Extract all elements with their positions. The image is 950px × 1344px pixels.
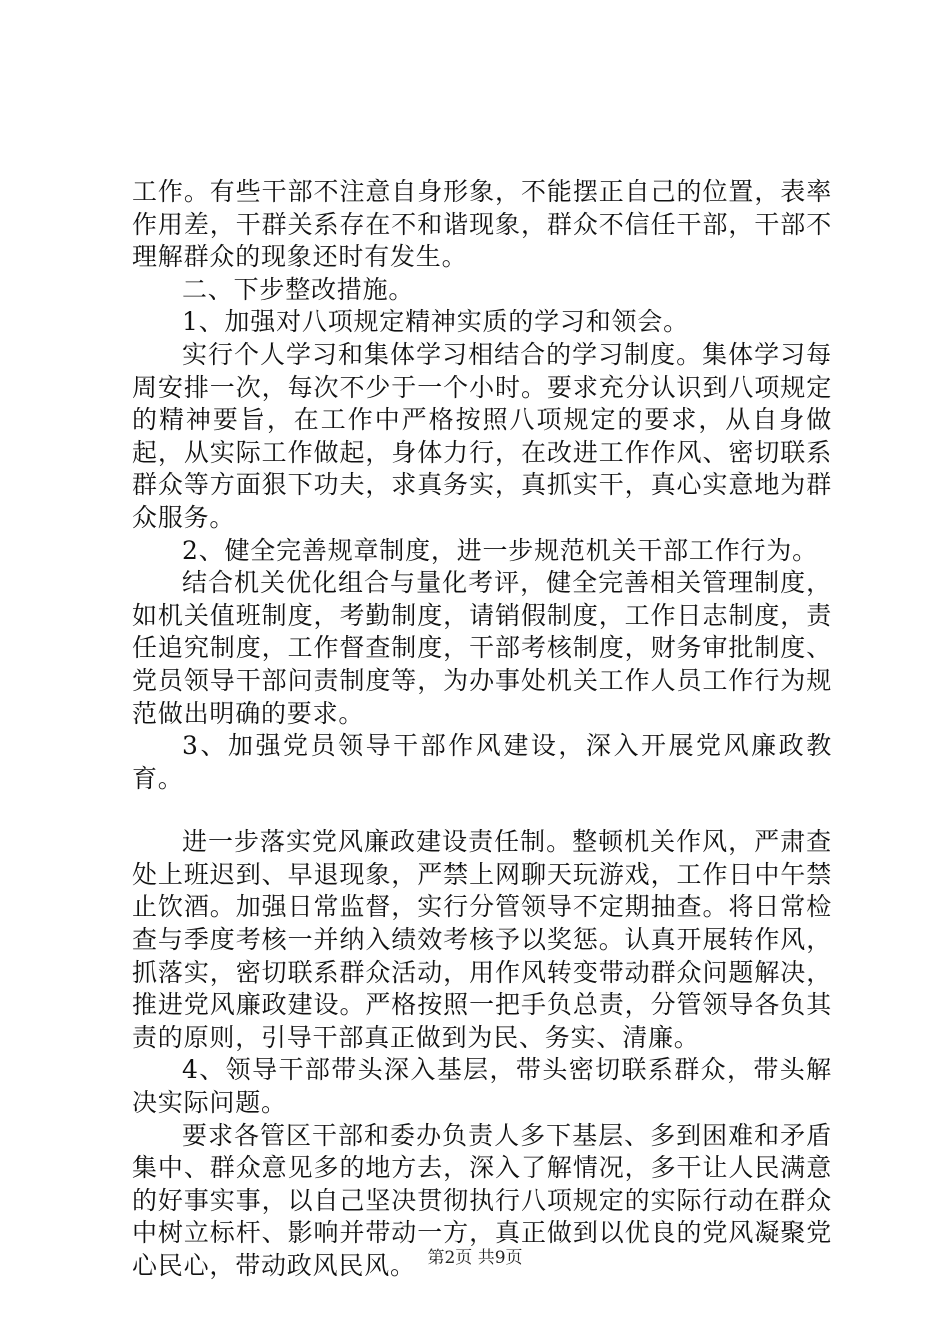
item-heading-1: 1、加强对八项规定精神实质的学习和领会。 bbox=[182, 307, 689, 337]
paragraph-grassroots: 要求各管区干部和委办负责人多下基层、多到困难和矛盾集中、群众意见多的地方去，深入了解情况，多干让人民满意的好事实事，以自己坚决贯彻执行八项规定的实际行动在群众中树立标杆、影响并带动一方，真正做到以优良的党风凝聚党心民心，带动政风民风。 bbox=[132, 1120, 832, 1280]
document-body bbox=[132, 176, 832, 1283]
item-heading-2: 2、健全完善规章制度，进一步规范机关干部工作行为。 bbox=[182, 535, 818, 565]
paragraph-rules: 结合机关优化组合与量化考评，健全完善相关管理制度，如机关值班制度，考勤制度，请销假制度，工作日志制度，责任追究制度，工作督查制度，干部考核制度，财务审批制度、党员领导干部问责制度等，为办事处机关工作人员工作行为规范做出明确的要求。 bbox=[132, 568, 832, 728]
page-number-footer: 第2页 共9页 bbox=[427, 1248, 523, 1268]
paragraph-discipline: 进一步落实党风廉政建设责任制。整顿机关作风，严肃查处上班迟到、早退现象，严禁上网聊天玩游戏，工作日中午禁止饮酒。加强日常监督，实行分管领导不定期抽查。将日常检查与季度考核一并纳入绩效考核予以奖惩。认真开展转作风，抓落实，密切联系群众活动，用作风转变带动群众问题解决，推进党风廉政建设。严格按照一把手负总责，分管领导各负其责的原则，引导干部真正做到为民、务实、清廉。 bbox=[132, 827, 832, 1052]
paragraph-gap bbox=[132, 795, 832, 826]
paragraph-continuation: 工作。有些干部不注意自身形象，不能摆正自己的位置，表率作用差，干群关系存在不和谐现象，群众不信任干部，干部不理解群众的现象还时有发生。 bbox=[132, 177, 832, 272]
item-heading-4: 4、领导干部带头深入基层，带头密切联系群众，带头解决实际问题。 bbox=[132, 1055, 832, 1118]
item-heading-3: 3、加强党员领导干部作风建设，深入开展党风廉政教育。 bbox=[132, 731, 832, 793]
section-heading-measures: 二、下步整改措施。 bbox=[182, 274, 415, 304]
paragraph-study: 实行个人学习和集体学习相结合的学习制度。集体学习每周安排一次，每次不少于一个小时。要求充分认识到八项规定的精神要旨，在工作中严格按照八项规定的要求，从自身做起，从实际工作做起，身体力行，在改进工作作风、密切联系群众等方面狠下功夫，求真务实，真抓实干，真心实意地为群众服务。 bbox=[132, 339, 832, 532]
